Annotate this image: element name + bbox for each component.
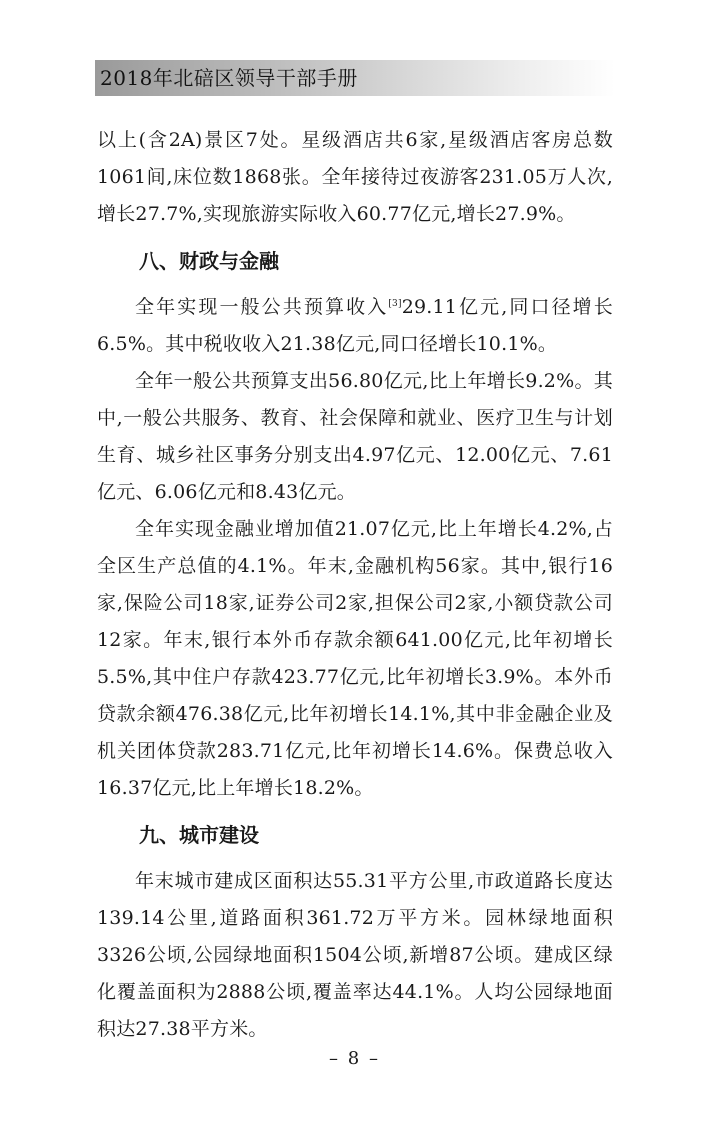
paragraph-public-budget-revenue (97, 289, 613, 363)
revenue-text-end: 29.11亿元,同口径增长6.5%。其中税收收入21.38亿元,同口径增长10.1%。 (97, 296, 613, 355)
page-number: – 8 – (329, 1048, 380, 1069)
page-body (97, 122, 613, 1048)
revenue-text-start: 全年实现一般公共预算收入 (135, 296, 389, 318)
paragraph-financial-industry: 全年实现金融业增加值21.07亿元,比上年增长4.2%,占全区生产总值的4.1%。年末,金融机构56家。其中,银行16家,保险公司18家,证券公司2家,担保公司2家,小额贷款公司12家。年末,银行本外币存款余额641.00亿元,比年初增长5.5%,其中住户存款423.77亿元,比年初增长3.9%。本外币贷款余额476.38亿元,比年初增长14.1%,其中非金融企业及机关团体贷款283.71亿元,比年初增长14.6%。保费总收入16.37亿元,比上年增长18.2%。 (97, 518, 613, 799)
paragraph-tourism-continued: 以上(含2A)景区7处。星级酒店共6家,星级酒店客房总数1061间,床位数1868张。全年接待过夜游客231.05万人次,增长27.7%,实现旅游实际收入60.77亿元,增长27.9%。 (97, 129, 613, 225)
footnote-marker: [3] (388, 299, 402, 309)
paragraph-urban-construction: 年末城市建成区面积达55.31平方公里,市政道路长度达139.14公里,道路面积361.72万平方米。园林绿地面积3326公顷,公园绿地面积1504公顷,新增87公顷。建成区绿化覆盖面积为2888公顷,覆盖率达44.1%。人均公园绿地面积达27.38平方米。 (97, 870, 613, 1040)
section-heading-finance: 八、财政与金融 (139, 249, 279, 273)
page-header-title: 2018年北碚区领导干部手册 (100, 66, 358, 90)
paragraph-public-budget-expenditure: 全年一般公共预算支出56.80亿元,比上年增长9.2%。其中,一般公共服务、教育、社会保障和就业、医疗卫生与计划生育、城乡社区事务分别支出4.97亿元、12.00亿元、7.61亿元、6.06亿元和8.43亿元。 (97, 370, 613, 503)
section-heading-urban-construction: 九、城市建设 (139, 823, 259, 847)
